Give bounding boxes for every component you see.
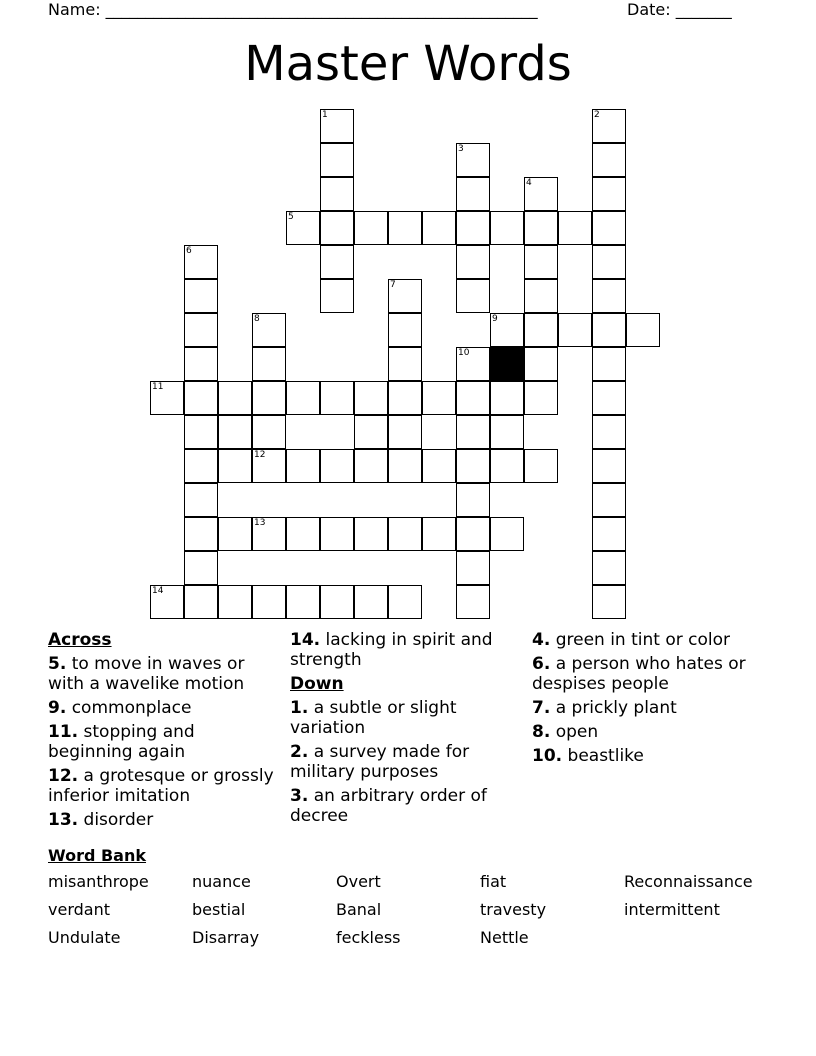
- clue-item: [290, 630, 518, 670]
- word-bank-word: fiat: [480, 872, 507, 891]
- crossword-cell[interactable]: [592, 517, 626, 551]
- clue-text: to move in waves or with a wavelike motion: [48, 654, 245, 694]
- crossword-cell[interactable]: [456, 585, 490, 619]
- crossword-cell[interactable]: [558, 211, 592, 245]
- clue-item: [532, 722, 760, 742]
- clue-number: 4: [526, 178, 532, 188]
- crossword-cell[interactable]: [218, 517, 252, 551]
- word-bank-word: Nettle: [480, 928, 529, 947]
- crossword-cell[interactable]: [592, 245, 626, 279]
- crossword-cell[interactable]: [286, 517, 320, 551]
- crossword-cell[interactable]: [184, 313, 218, 347]
- clues-column-3: [532, 630, 760, 770]
- clue-number: 8: [254, 314, 260, 324]
- crossword-cell[interactable]: [320, 245, 354, 279]
- crossword-cell[interactable]: [184, 415, 218, 449]
- clue-item: [532, 746, 760, 766]
- crossword-cell[interactable]: [524, 279, 558, 313]
- crossword-cell[interactable]: [592, 177, 626, 211]
- clue-item: [48, 766, 276, 806]
- across-heading: Across: [48, 630, 112, 650]
- crossword-cell[interactable]: [218, 415, 252, 449]
- clue-text: open: [550, 722, 599, 742]
- crossword-cell[interactable]: [184, 551, 218, 585]
- crossword-cell[interactable]: [320, 177, 354, 211]
- crossword-cell[interactable]: [320, 211, 354, 245]
- clue-text: a subtle or slight variation: [290, 698, 457, 738]
- across-clue-list: [48, 654, 276, 830]
- crossword-cell[interactable]: [388, 313, 422, 347]
- clues-column-1: [48, 630, 276, 834]
- crossword-cell[interactable]: [184, 279, 218, 313]
- crossword-cell[interactable]: [388, 585, 422, 619]
- clue-text: a grotesque or grossly inferior imitation: [48, 766, 274, 806]
- crossword-cell[interactable]: [524, 347, 558, 381]
- clue-number-label: 12.: [48, 766, 79, 786]
- crossword-cell[interactable]: [456, 245, 490, 279]
- clue-number-label: 14.: [290, 630, 321, 650]
- crossword-cell[interactable]: [592, 211, 626, 245]
- crossword-cell[interactable]: [388, 347, 422, 381]
- crossword-cell[interactable]: [388, 449, 422, 483]
- crossword-cell[interactable]: [592, 279, 626, 313]
- clue-item: [290, 786, 518, 826]
- clue-number-label: 7.: [532, 698, 551, 718]
- clue-text: stopping and beginning again: [48, 722, 195, 762]
- crossword-cell[interactable]: [218, 585, 252, 619]
- clue-number-label: 6.: [532, 654, 551, 674]
- word-bank-word: intermittent: [624, 900, 720, 919]
- crossword-cell[interactable]: [592, 551, 626, 585]
- down-clue-list: [290, 698, 518, 826]
- crossword-cell[interactable]: [524, 313, 558, 347]
- clue-text: beastlike: [562, 746, 644, 766]
- clue-item: [532, 630, 760, 650]
- word-bank-word: Overt: [336, 872, 381, 891]
- crossword-cell[interactable]: [456, 415, 490, 449]
- crossword-cell[interactable]: [490, 517, 524, 551]
- crossword-cell[interactable]: [456, 483, 490, 517]
- clue-number: 9: [492, 314, 498, 324]
- crossword-cell[interactable]: [320, 279, 354, 313]
- crossword-cell[interactable]: [320, 517, 354, 551]
- crossword-cell[interactable]: [388, 211, 422, 245]
- clue-text: disorder: [78, 810, 154, 830]
- clue-text: a prickly plant: [550, 698, 677, 718]
- word-bank-title: Word Bank: [48, 846, 147, 865]
- clue-item: [48, 810, 276, 830]
- crossword-cell[interactable]: [354, 449, 388, 483]
- word-bank-word: Banal: [336, 900, 382, 919]
- across-clue-list-continued: [290, 630, 518, 670]
- word-bank-word: bestial: [192, 900, 246, 919]
- clue-item: [290, 698, 518, 738]
- word-bank-word: verdant: [48, 900, 110, 919]
- crossword-cell[interactable]: [456, 517, 490, 551]
- crossword-cell[interactable]: [184, 483, 218, 517]
- page-title: Master Words: [244, 36, 572, 92]
- crossword-cell[interactable]: [252, 347, 286, 381]
- crossword-cell[interactable]: [422, 449, 456, 483]
- clue-number: 13: [254, 518, 266, 528]
- crossword-cell[interactable]: [252, 415, 286, 449]
- crossword-cell[interactable]: [286, 585, 320, 619]
- word-bank-word: misanthrope: [48, 872, 149, 891]
- crossword-cell[interactable]: [354, 517, 388, 551]
- clue-number: 2: [594, 110, 600, 120]
- crossword-cell[interactable]: [184, 381, 218, 415]
- crossword-cell[interactable]: [184, 347, 218, 381]
- clue-number-label: 3.: [290, 786, 309, 806]
- crossword-cell[interactable]: [592, 483, 626, 517]
- word-bank-word: travesty: [480, 900, 547, 919]
- crossword-cell[interactable]: [218, 449, 252, 483]
- crossword-cell[interactable]: [320, 381, 354, 415]
- clue-number: 3: [458, 144, 464, 154]
- crossword-cell[interactable]: [456, 177, 490, 211]
- clue-item: [48, 654, 276, 694]
- crossword-cell[interactable]: [490, 415, 524, 449]
- clue-number-label: 4.: [532, 630, 551, 650]
- crossword-cell[interactable]: [354, 211, 388, 245]
- crossword-cell[interactable]: [422, 381, 456, 415]
- crossword-cell[interactable]: [388, 517, 422, 551]
- crossword-cell[interactable]: [252, 381, 286, 415]
- crossword-cell[interactable]: [524, 211, 558, 245]
- clue-text: green in tint or color: [550, 630, 730, 650]
- clue-number-label: 2.: [290, 742, 309, 762]
- crossword-cell[interactable]: [592, 449, 626, 483]
- crossword-cell[interactable]: [524, 381, 558, 415]
- crossword-cell[interactable]: [184, 585, 218, 619]
- clue-text: lacking in spirit and strength: [290, 630, 493, 670]
- clue-number-label: 9.: [48, 698, 67, 718]
- crossword-cell[interactable]: [592, 381, 626, 415]
- clue-number-label: 1.: [290, 698, 309, 718]
- crossword-block: [490, 347, 524, 381]
- crossword-cell[interactable]: [286, 381, 320, 415]
- clue-number-label: 8.: [532, 722, 551, 742]
- clue-number: 12: [254, 450, 266, 460]
- crossword-cell[interactable]: [490, 381, 524, 415]
- crossword-cell[interactable]: [252, 585, 286, 619]
- name-field-line: Name: ______________________________________________________: [48, 0, 538, 19]
- clue-number-label: 5.: [48, 654, 67, 674]
- crossword-cell[interactable]: [592, 143, 626, 177]
- crossword-cell[interactable]: [456, 279, 490, 313]
- crossword-cell[interactable]: [456, 381, 490, 415]
- crossword-cell[interactable]: [490, 449, 524, 483]
- crossword-cell[interactable]: [354, 381, 388, 415]
- crossword-cell[interactable]: [592, 313, 626, 347]
- crossword-cell[interactable]: [592, 415, 626, 449]
- crossword-cell[interactable]: [388, 415, 422, 449]
- clue-text: an arbitrary order of decree: [290, 786, 487, 826]
- crossword-cell[interactable]: [184, 449, 218, 483]
- word-bank-word: Disarray: [192, 928, 260, 947]
- clue-number-label: 10.: [532, 746, 563, 766]
- crossword-cell[interactable]: [524, 245, 558, 279]
- crossword-cell[interactable]: [422, 517, 456, 551]
- clue-item: [48, 698, 276, 718]
- crossword-cell[interactable]: [592, 347, 626, 381]
- clue-number-label: 13.: [48, 810, 79, 830]
- clue-number: 14: [152, 586, 164, 596]
- crossword-cell[interactable]: [218, 381, 252, 415]
- crossword-cell[interactable]: [286, 449, 320, 483]
- clues-column-2: [290, 630, 518, 830]
- crossword-cell[interactable]: [320, 449, 354, 483]
- crossword-cell[interactable]: [320, 143, 354, 177]
- crossword-cell[interactable]: [456, 449, 490, 483]
- crossword-cell[interactable]: [184, 517, 218, 551]
- down-heading: Down: [290, 674, 344, 694]
- clue-number: 1: [322, 110, 328, 120]
- crossword-cell[interactable]: [422, 211, 456, 245]
- crossword-cell[interactable]: [524, 449, 558, 483]
- clue-text: commonplace: [66, 698, 192, 718]
- clue-item: [290, 742, 518, 782]
- clue-item: [532, 698, 760, 718]
- crossword-cell[interactable]: [626, 313, 660, 347]
- clue-number: 7: [390, 280, 396, 290]
- crossword-cell[interactable]: [354, 585, 388, 619]
- word-bank-word: nuance: [192, 872, 251, 891]
- word-bank-word: Reconnaissance: [624, 872, 753, 891]
- crossword-cell[interactable]: [558, 313, 592, 347]
- date-field-line: Date: _______: [627, 0, 732, 19]
- clue-number: 5: [288, 212, 294, 222]
- clue-number: 6: [186, 246, 192, 256]
- word-bank-word: Undulate: [48, 928, 121, 947]
- clue-number: 11: [152, 382, 164, 392]
- crossword-cell[interactable]: [490, 211, 524, 245]
- down-clue-list-continued: [532, 630, 760, 766]
- clue-text: a survey made for military purposes: [290, 742, 470, 782]
- clue-item: [532, 654, 760, 694]
- crossword-cell[interactable]: [456, 551, 490, 585]
- clue-item: [48, 722, 276, 762]
- word-bank-word: feckless: [336, 928, 401, 947]
- clue-number: 10: [458, 348, 470, 358]
- crossword-cell[interactable]: [354, 415, 388, 449]
- crossword-cell[interactable]: [592, 585, 626, 619]
- crossword-cell[interactable]: [456, 211, 490, 245]
- clue-number-label: 11.: [48, 722, 79, 742]
- crossword-cell[interactable]: [320, 585, 354, 619]
- clue-text: a person who hates or despises people: [532, 654, 746, 694]
- crossword-cell[interactable]: [388, 381, 422, 415]
